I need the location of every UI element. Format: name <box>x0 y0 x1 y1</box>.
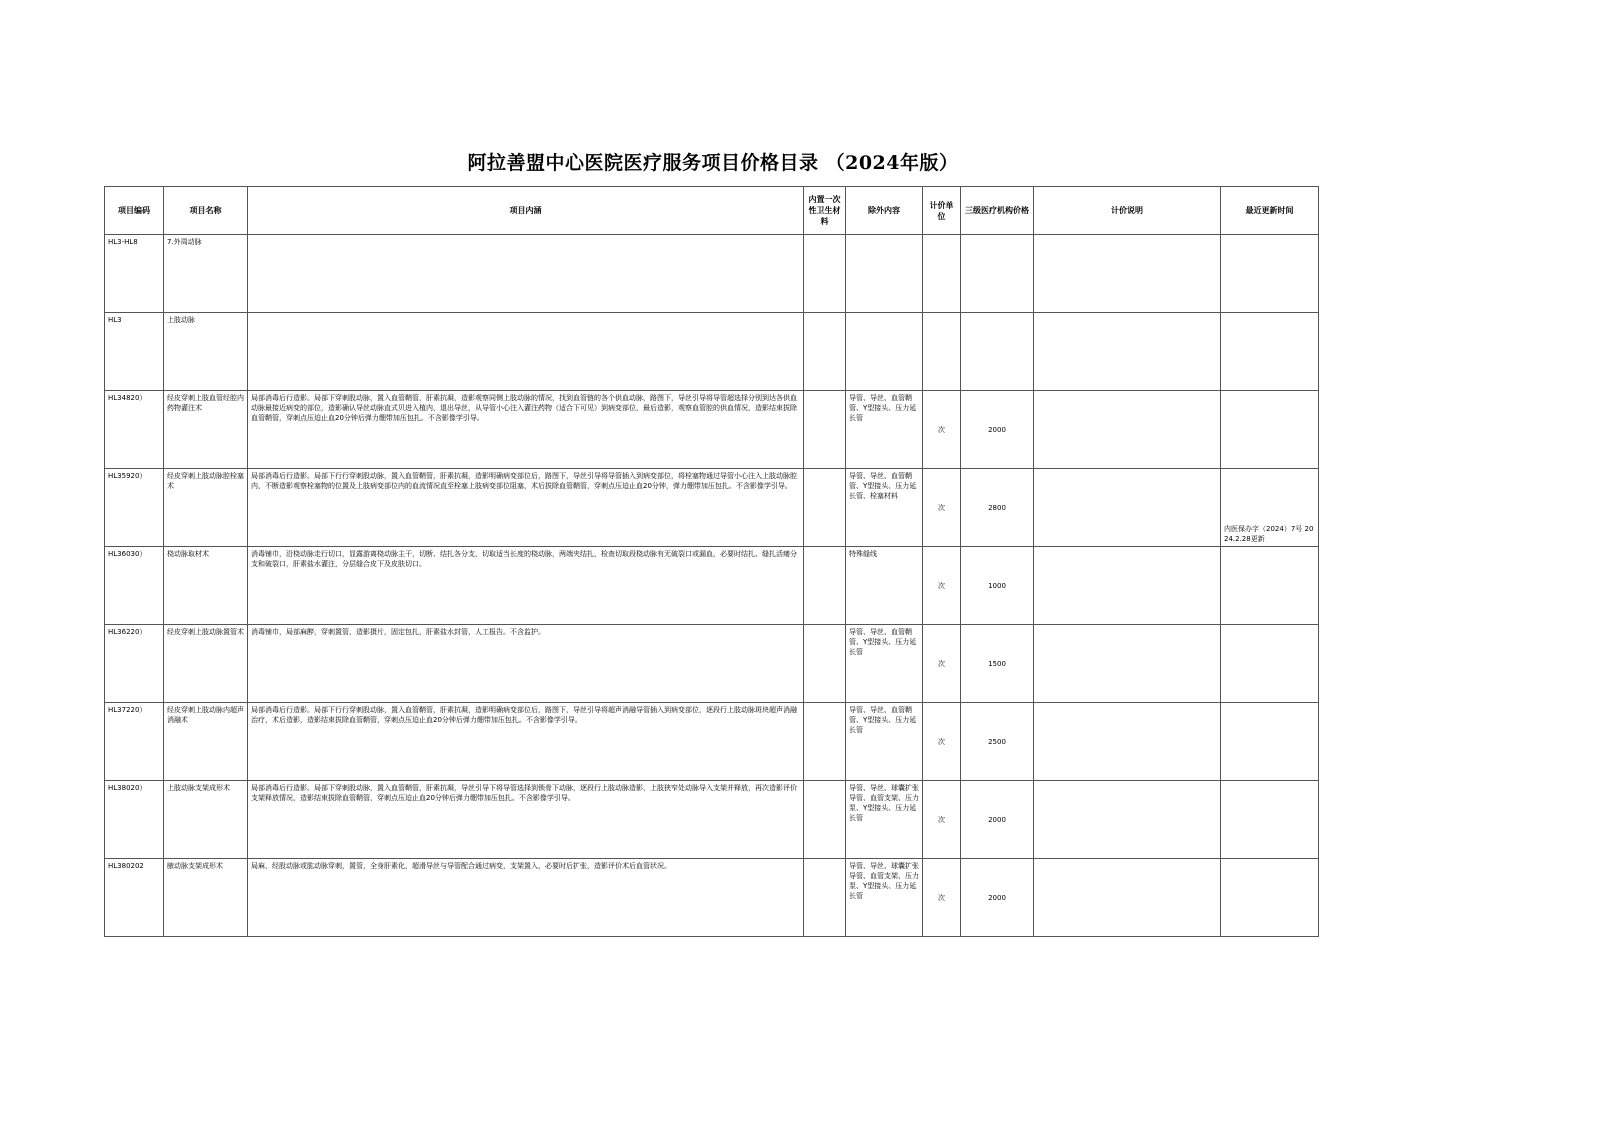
cell-consumables <box>804 391 846 469</box>
cell-pricing-note <box>1034 235 1221 313</box>
cell-consumables <box>804 469 846 547</box>
header-content: 项目内涵 <box>248 187 804 235</box>
header-pricing-note: 计价说明 <box>1034 187 1221 235</box>
cell-pricing-note <box>1034 313 1221 391</box>
cell-code: HL38020） <box>105 781 164 859</box>
cell-unit: 次 <box>923 469 961 547</box>
cell-updated: 内医保办字（2024）7号 2024.2.28更新 <box>1221 469 1319 547</box>
cell-exclusions: 导管、导丝、血管鞘管、Y型接头、压力延长管 <box>846 391 923 469</box>
cell-pricing-note <box>1034 703 1221 781</box>
cell-unit: 次 <box>923 625 961 703</box>
cell-unit: 次 <box>923 781 961 859</box>
cell-price: 2000 <box>961 391 1034 469</box>
cell-name: 桡动脉取材术 <box>164 547 248 625</box>
document-title: 阿拉善盟中心医院医疗服务项目价格目录 （2024年版） <box>467 152 959 174</box>
table-row <box>105 625 1319 703</box>
cell-pricing-note <box>1034 625 1221 703</box>
header-row <box>105 187 1319 235</box>
cell-exclusions: 导管、导丝、球囊扩张导管、血管支架、压力泵、Y型接头、压力延长管 <box>846 859 923 937</box>
table-row <box>105 469 1319 547</box>
cell-code: HL380202 <box>105 859 164 937</box>
price-table <box>104 186 1319 937</box>
cell-pricing-note <box>1034 547 1221 625</box>
cell-pricing-note <box>1034 781 1221 859</box>
cell-unit: 次 <box>923 391 961 469</box>
cell-name: 上肢动脉支架成形术 <box>164 781 248 859</box>
cell-content: 局部消毒后行造影。局部下行行穿刺股动脉，置入血管鞘管，肝素抗凝，造影明确病变部位后，路图下，导丝引导将超声消融导管插入到病变部位，逐段行上肢动脉斑块超声消融治疗，术后造影，造影结束拔除血管鞘管，穿刺点压迫止血20分钟后弹力绷带加压包扎。不含影像学引导。 <box>248 703 804 781</box>
cell-updated <box>1221 859 1319 937</box>
cell-name: 上肢动脉 <box>164 313 248 391</box>
header-exclusions: 除外内容 <box>846 187 923 235</box>
cell-content: 局部消毒后行造影。局部下行行穿刺股动脉，置入血管鞘管，肝素抗凝，造影明确病变部位后，路图下，导丝引导将导管插入到病变部位，将栓塞物通过导管小心注入上肢动脉腔内，不断造影观察栓塞物的位置及上肢病变部位内的血流情况直至栓塞上肢病变部位阻塞，术后拔除血管鞘管，穿刺点压迫止血20分钟，弹力绷带加压包扎。不含影像学引导。 <box>248 469 804 547</box>
header-price: 三级医疗机构价格 <box>961 187 1034 235</box>
cell-updated <box>1221 781 1319 859</box>
cell-exclusions: 导管、导丝、血管鞘管、Y型接头、压力延长管 <box>846 625 923 703</box>
header-consumables: 内置一次性卫生材料 <box>804 187 846 235</box>
table-row <box>105 313 1319 391</box>
cell-name: 腋动脉支架成形术 <box>164 859 248 937</box>
table-row <box>105 235 1319 313</box>
table-row <box>105 781 1319 859</box>
cell-exclusions: 导管、导丝、血管鞘管、Y型接头、压力延长管 <box>846 703 923 781</box>
cell-code: HL37220） <box>105 703 164 781</box>
cell-content: 局部消毒后行造影。局部下穿刺股动脉，置入血管鞘管，肝素抗凝，造影观察同侧上肢动脉的情况，找到血管链的各个供血动脉，路图下，导丝引导将导管超选择分别到达各供血动脉最接近病变的部位，造影确认导丝动脉直式贝进入植内，退出导丝，从导管小心注入灌注药物（适合下可见）到病变部位，最后造影，观察血管腔的供血情况，造影结束拔除血管鞘管，穿刺点压迫止血20分钟后弹力绷带加压包扎。不含影像学引导。 <box>248 391 804 469</box>
table-row <box>105 547 1319 625</box>
cell-content: 局麻，经股动脉或肱动脉穿刺，置管，全身肝素化，超滑导丝与导管配合通过病变，支架置入，必要时后扩张，造影评价术后血管状况。 <box>248 859 804 937</box>
cell-unit <box>923 235 961 313</box>
cell-content <box>248 313 804 391</box>
cell-code: HL34820） <box>105 391 164 469</box>
cell-unit: 次 <box>923 859 961 937</box>
cell-exclusions <box>846 313 923 391</box>
cell-exclusions: 导管、导丝、血管鞘管、Y型接头、压力延长管、栓塞材料 <box>846 469 923 547</box>
cell-consumables <box>804 235 846 313</box>
cell-updated <box>1221 625 1319 703</box>
cell-exclusions <box>846 235 923 313</box>
cell-pricing-note <box>1034 469 1221 547</box>
cell-price: 2500 <box>961 703 1034 781</box>
cell-unit: 次 <box>923 703 961 781</box>
cell-code: HL35920） <box>105 469 164 547</box>
cell-name: 经皮穿刺上肢动脉置管术 <box>164 625 248 703</box>
table-row <box>105 859 1319 937</box>
cell-price: 1500 <box>961 625 1034 703</box>
cell-price: 1000 <box>961 547 1034 625</box>
cell-content: 局部消毒后行造影。局部下穿刺股动脉，置入血管鞘管，肝素抗凝，导丝引导下将导管选择到锁骨下动脉，逐段行上肢动脉造影，上肢狭窄处动脉导入支架并释放，再次造影评价支架释放情况，造影结束拔除血管鞘管，穿刺点压迫止血20分钟后弹力绷带加压包扎。不含影像学引导。 <box>248 781 804 859</box>
cell-updated <box>1221 235 1319 313</box>
cell-pricing-note <box>1034 391 1221 469</box>
cell-consumables <box>804 859 846 937</box>
cell-name: 7.外周动脉 <box>164 235 248 313</box>
cell-consumables <box>804 703 846 781</box>
cell-price <box>961 235 1034 313</box>
cell-content: 消毒铺巾，局部麻醉，穿刺置管，造影摄片，固定包扎，肝素盐水封管，人工报告。不含监护。 <box>248 625 804 703</box>
header-name: 项目名称 <box>164 187 248 235</box>
cell-content <box>248 235 804 313</box>
cell-updated <box>1221 313 1319 391</box>
header-unit: 计价单位 <box>923 187 961 235</box>
header-updated: 最近更新时间 <box>1221 187 1319 235</box>
cell-price: 2000 <box>961 781 1034 859</box>
cell-consumables <box>804 547 846 625</box>
cell-code: HL3-HL8 <box>105 235 164 313</box>
header-code: 项目编码 <box>105 187 164 235</box>
cell-consumables <box>804 625 846 703</box>
cell-price <box>961 313 1034 391</box>
cell-updated <box>1221 703 1319 781</box>
table-row <box>105 391 1319 469</box>
cell-exclusions: 导管、导丝、球囊扩张导管、血管支架、压力泵、Y型接头、压力延长管 <box>846 781 923 859</box>
cell-updated <box>1221 547 1319 625</box>
cell-unit: 次 <box>923 547 961 625</box>
cell-price: 2800 <box>961 469 1034 547</box>
cell-price: 2000 <box>961 859 1034 937</box>
cell-consumables <box>804 781 846 859</box>
cell-name: 经皮穿刺上肢动脉腔栓塞术 <box>164 469 248 547</box>
cell-name: 经皮穿刺上肢动脉内超声消融术 <box>164 703 248 781</box>
table-row <box>105 703 1319 781</box>
cell-content: 消毒铺巾，沿桡动脉走行切口，显露游离桡动脉主干，切断、结扎各分支，切取适当长度的桡动脉，两端夹结扎，检查切取段桡动脉有无破裂口或漏血，必要时结扎、缝扎活瘘分支和破裂口，肝素盐水灌注，分层缝合皮下及皮肤切口。 <box>248 547 804 625</box>
cell-code: HL3 <box>105 313 164 391</box>
cell-unit <box>923 313 961 391</box>
cell-pricing-note <box>1034 859 1221 937</box>
cell-code: HL36030） <box>105 547 164 625</box>
cell-consumables <box>804 313 846 391</box>
cell-exclusions: 特殊缝线 <box>846 547 923 625</box>
cell-code: HL36220） <box>105 625 164 703</box>
cell-name: 经皮穿刺上肢血管经腔内药物灌注术 <box>164 391 248 469</box>
cell-updated <box>1221 391 1319 469</box>
